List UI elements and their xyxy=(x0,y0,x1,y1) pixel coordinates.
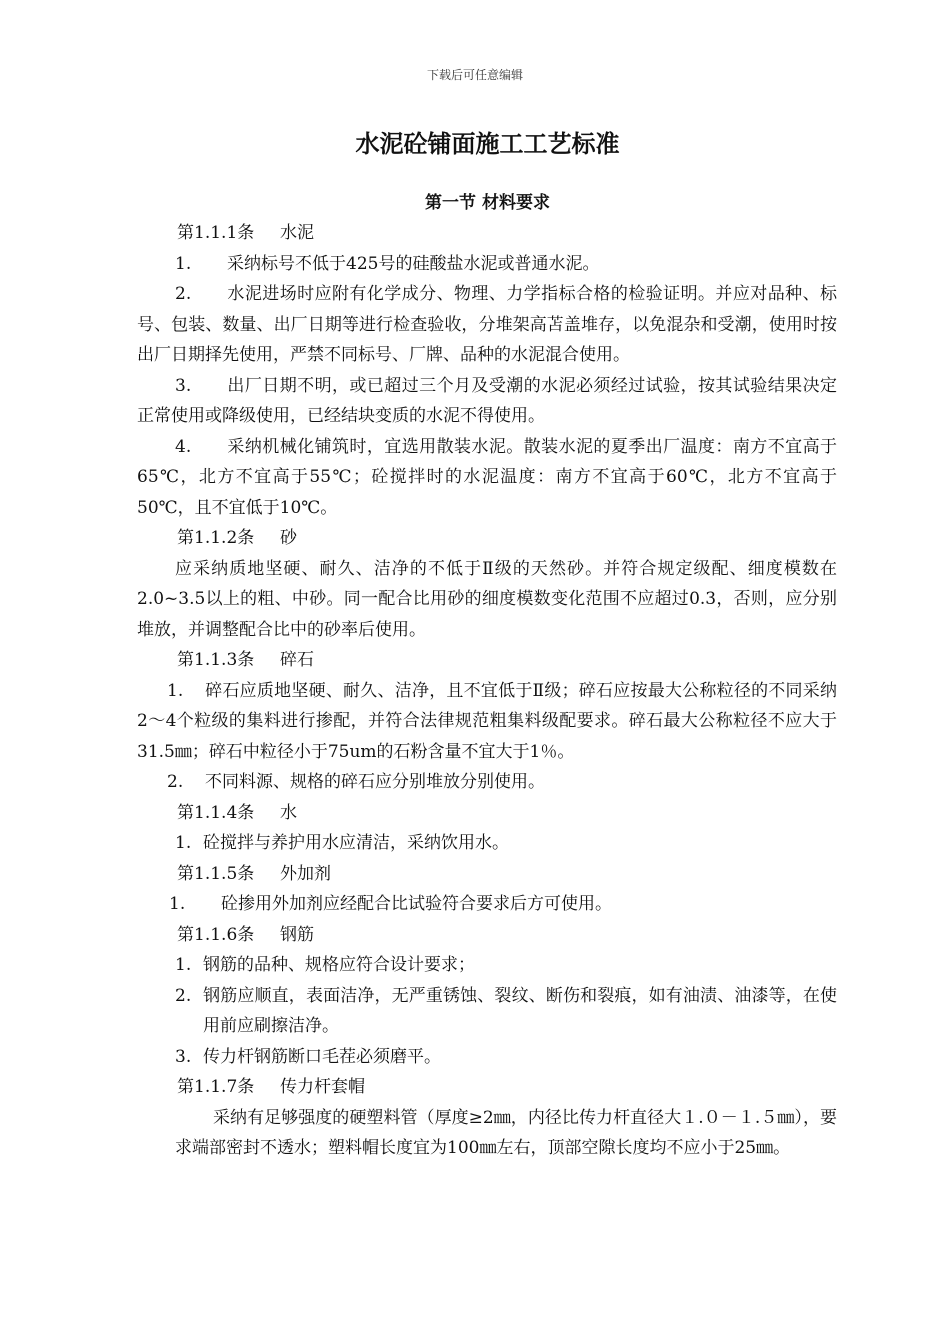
document-title: 水泥砼铺面施工工艺标准 xyxy=(355,130,620,158)
paragraph: 应采纳质地坚硬、耐久、洁净的不低于Ⅱ级的天然砂。并符合规定级配、细度模数在2.0~3.5以上的粗、中砂。同一配合比用砂的细度模数变化范围不应超过0.3，否则，应分别堆放，并调整配合比中的砂率后使用。 xyxy=(137,558,837,640)
clause-label: 第1.1.1条 xyxy=(177,223,255,243)
clause-heading-4 xyxy=(137,798,837,829)
clause-name: 水 xyxy=(280,802,297,823)
clause-heading-5 xyxy=(137,859,837,890)
clause-name: 外加剂 xyxy=(280,863,331,884)
clause-label: 第1.1.4条 xyxy=(177,802,255,823)
list-item: 1. 钢筋的品种、规格应符合设计要求； xyxy=(175,955,475,975)
document-body xyxy=(137,218,837,1164)
clause-name: 钢筋 xyxy=(280,924,314,945)
clause-name: 传力杆套帽 xyxy=(280,1077,365,1097)
clause-heading-3 xyxy=(137,645,837,676)
list-item: 2. 不同料源、规格的碎石应分别堆放分别使用。 xyxy=(167,772,545,792)
clause-name: 砂 xyxy=(280,528,297,548)
list-item: 3. 传力杆钢筋断口毛茬必须磨平。 xyxy=(175,1046,441,1067)
section-heading: 第一节 材料要求 xyxy=(425,193,550,213)
clause-heading-6 xyxy=(137,920,837,951)
list-item: 1. 砼搅拌与养护用水应清洁，采纳饮用水。 xyxy=(175,833,509,853)
clause-name: 水泥 xyxy=(280,223,314,243)
clause-label: 第1.1.7条 xyxy=(177,1077,255,1097)
list-item: 1. 碎石应质地坚硬、耐久、洁净，且不宜低于Ⅱ级；碎石应按最大公称粒径的不同采纳2～4个粒级的集料进行掺配，并符合法律规范粗集料级配要求。碎石最大公称粒径不应大于31.5㎜；碎石中粒径小于75um的石粉含量不宜大于1％。 xyxy=(137,680,837,762)
list-item: 1. 采纳标号不低于425号的硅酸盐水泥或普通水泥。 xyxy=(175,253,600,274)
list-item: 2. 水泥进场时应附有化学成分、物理、力学指标合格的检验证明。并应对品种、标号、包装、数量、出厂日期等进行检查验收，分堆架高苫盖堆存，以免混杂和受潮，使用时按出厂日期择先使用，严禁不同标号、厂牌、品种的水泥混合使用。 xyxy=(137,284,837,365)
list-item: 4. 采纳机械化铺筑时，宜选用散装水泥。散装水泥的夏季出厂温度：南方不宜高于65℃，北方不宜高于55℃；砼搅拌时的水泥温度：南方不宜高于60℃，北方不宜高于50℃，且不宜低于10℃。 xyxy=(137,436,837,518)
clause-name: 碎石 xyxy=(280,650,314,670)
list-item: 1. 砼掺用外加剂应经配合比试验符合要求后方可使用。 xyxy=(169,894,612,914)
paragraph: 采纳有足够强度的硬塑料管（厚度≥2㎜，内径比传力杆直径大１.０－１.５㎜），要求端部密封不透水；塑料帽长度宜为100㎜左右，顶部空隙长度均不应小于25㎜。 xyxy=(175,1107,837,1158)
page-header: 下载后可任意编辑 xyxy=(426,68,523,82)
list-item: 2. 钢筋应顺直，表面洁净，无严重锈蚀、裂纹、断伤和裂痕，如有油渍、油漆等，在使用前应刷擦洁净。 xyxy=(175,985,837,1036)
clause-label: 第1.1.5条 xyxy=(177,863,255,884)
clause-label: 第1.1.3条 xyxy=(177,650,255,670)
clause-label: 第1.1.2条 xyxy=(177,528,255,548)
clause-heading-1 xyxy=(137,218,837,249)
clause-label: 第1.1.6条 xyxy=(177,924,255,945)
clause-heading-7 xyxy=(137,1072,837,1103)
list-item: 3. 出厂日期不明，或已超过三个月及受潮的水泥必须经过试验，按其试验结果决定正常使用或降级使用，已经结块变质的水泥不得使用。 xyxy=(137,375,837,426)
clause-heading-2 xyxy=(137,523,837,554)
